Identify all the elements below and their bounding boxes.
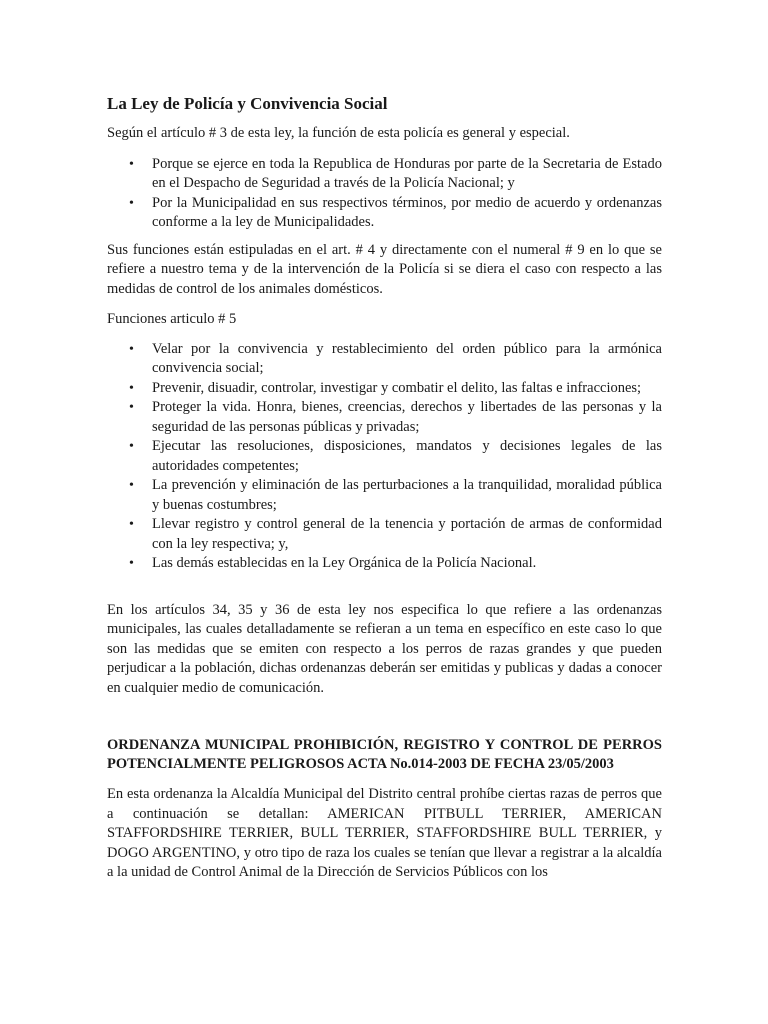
list-item: • Ejecutar las resoluciones, disposiciones, mandatos y decisiones legales de las autoridades competentes;: [152, 437, 662, 476]
policy-scope-list: [107, 155, 662, 233]
list-item: • Proteger la vida. Honra, bienes, creencias, derechos y libertades de las personas y la seguridad de las personas públicas y privadas;: [152, 398, 662, 437]
list-item: • Por la Municipalidad en sus respectivos términos, por medio de acuerdo y ordenanzas conforme a la ley de Municipalidades.: [152, 194, 662, 233]
list-item: • Porque se ejerce en toda la Republica de Honduras por parte de la Secretaria de Estado en el Despacho de Seguridad a través de la Policía Nacional; y: [152, 155, 662, 194]
list-item: • Velar por la convivencia y restablecimiento del orden público para la armónica convivencia social;: [152, 340, 662, 379]
functions-list: [107, 340, 662, 574]
page-title: La Ley de Policía y Convivencia Social: [107, 94, 388, 113]
section-heading: ORDENANZA MUNICIPAL PROHIBICIÓN, REGISTRO Y CONTROL DE PERROS POTENCIALMENTE PELIGROSOS ACTA No.014-2003 DE FECHA 23/05/2003: [107, 737, 662, 772]
list-item: • La prevención y eliminación de las perturbaciones a la tranquilidad, moralidad pública y buenas costumbres;: [152, 476, 662, 515]
list-item: • Las demás establecidas en la Ley Orgánica de la Policía Nacional.: [152, 554, 662, 574]
intro-paragraph: Según el artículo # 3 de esta ley, la función de esta policía es general y especial.: [107, 125, 570, 141]
list-item: • Prevenir, disuadir, controlar, investigar y combatir el delito, las faltas e infracciones;: [152, 379, 662, 399]
functions-paragraph: Sus funciones están estipuladas en el art. # 4 y directamente con el numeral # 9 en lo que se refiere a nuestro tema y de la intervención de la Policía si se diera el caso con respecto a las medidas de control de los animales domésticos.: [107, 241, 662, 297]
list-item: • Llevar registro y control general de la tenencia y portación de armas de conformidad con la ley respectiva; y,: [152, 515, 662, 554]
ordinances-paragraph: En los artículos 34, 35 y 36 de esta ley nos especifica lo que refiere a las ordenanzas municipales, las cuales detalladamente se refieran a un tema en específico en este caso lo que son las medidas que se emiten con respecto a los perros de razas grandes y que pueden perjudicar a la población, dichas ordenanzas deberán ser emitidas y publicas y dadas a conocer en cualquier medio de comunicación.: [107, 601, 662, 696]
functions-label: Funciones articulo # 5: [107, 311, 237, 327]
ordinance-paragraph: En esta ordenanza la Alcaldía Municipal del Distrito central prohíbe ciertas razas de perros que a continuación se detallan: AMERICAN PITBULL TERRIER, AMERICAN STAFFORDSHIRE TERRIER, BULL TERRIER, STAFFORDSHIRE BULL TERRIER, y DOGO ARGENTINO, y otro tipo de raza los cuales se tenían que llevar a registrar a la alcaldía a la unidad de Control Animal de la Dirección de Servicios Públicos con los: [107, 786, 662, 880]
